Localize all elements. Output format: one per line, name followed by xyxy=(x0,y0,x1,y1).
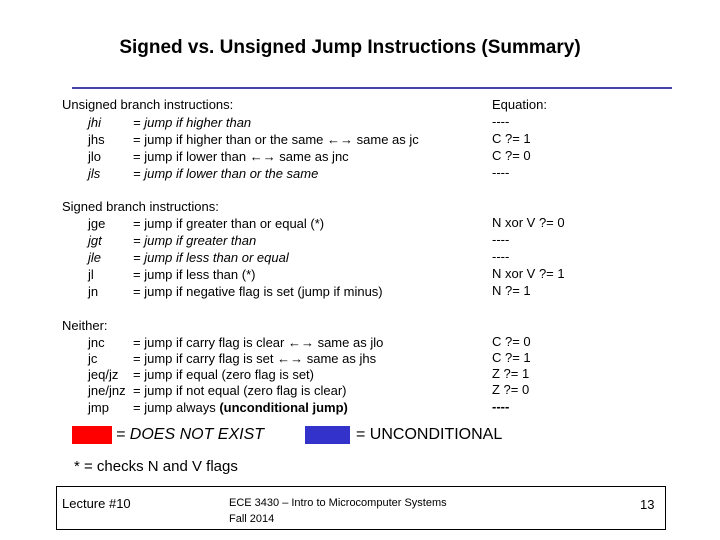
neither-header: Neither: xyxy=(62,318,108,333)
instruction-desc-bold: (unconditional jump) xyxy=(219,400,348,415)
legend-red-swatch xyxy=(72,426,112,444)
slide-title: Signed vs. Unsigned Jump Instructions (Summary) xyxy=(119,37,581,58)
instruction-desc xyxy=(133,399,348,416)
equation-jls: ---- xyxy=(492,165,510,180)
instruction-code: jls xyxy=(88,166,101,181)
equation-jmp: ---- xyxy=(492,399,510,414)
equation-jhi: ---- xyxy=(492,114,510,129)
equation-jne: Z ?= 0 xyxy=(492,382,530,397)
instruction-code: jge xyxy=(88,216,106,231)
instruction-desc: = jump if equal (zero flag is set) xyxy=(133,367,314,382)
equation-jle: ---- xyxy=(492,249,510,264)
legend-blue-swatch xyxy=(305,426,350,444)
instruction-desc: = jump if higher than xyxy=(133,115,252,130)
instruction-code: jnc xyxy=(88,335,105,350)
instruction-desc: = jump if carry flag is set ←→ same as jhs xyxy=(133,351,377,366)
footer-course xyxy=(229,495,447,527)
footer-lecture: Lecture #10 xyxy=(62,496,131,511)
instruction-desc: = jump if greater than xyxy=(133,233,257,248)
instruction-code: jn xyxy=(88,284,99,299)
footnote: * = checks N and V flags xyxy=(74,458,238,475)
equation-jge: N xor V ?= 0 xyxy=(492,215,565,230)
instruction-code: jmp xyxy=(88,400,109,415)
instruction-code: jlo xyxy=(88,149,102,164)
signed-header: Signed branch instructions: xyxy=(62,199,219,214)
instruction-desc: = jump if less than or equal xyxy=(133,250,289,265)
equation-jc: C ?= 1 xyxy=(492,350,531,365)
equation-jgt: ---- xyxy=(492,232,510,247)
equation-jl: N xor V ?= 1 xyxy=(492,266,565,281)
instruction-desc: = jump if carry flag is clear ←→ same as jlo xyxy=(133,335,384,350)
page-number: 13 xyxy=(640,497,655,512)
instruction-code: jc xyxy=(88,351,98,366)
instruction-desc: = jump if negative flag is set (jump if minus) xyxy=(133,284,383,299)
instruction-desc: = jump if greater than or equal (*) xyxy=(133,216,325,231)
equation-jhs: C ?= 1 xyxy=(492,131,531,146)
footer-course-title: ECE 3430 – Intro to Microcomputer Systems xyxy=(229,497,447,509)
instruction-code: jeq/jz xyxy=(88,367,119,382)
instruction-code: jhi xyxy=(88,115,102,130)
equation-jn: N ?= 1 xyxy=(492,283,531,298)
instruction-code: jl xyxy=(88,267,94,282)
instruction-code: jgt xyxy=(88,233,102,248)
title-divider xyxy=(72,87,672,89)
instruction-code: jhs xyxy=(88,132,105,147)
legend-unconditional-label: = UNCONDITIONAL xyxy=(356,426,503,443)
instruction-desc: = jump if less than (*) xyxy=(133,267,256,282)
unsigned-header: Unsigned branch instructions: xyxy=(62,97,234,112)
footer-term: Fall 2014 xyxy=(229,513,275,525)
instruction-desc: = jump if lower than ←→ same as jnc xyxy=(133,149,349,164)
instruction-code: jle xyxy=(88,250,102,265)
instruction-desc: = jump if not equal (zero flag is clear) xyxy=(133,383,347,398)
equation-jlo: C ?= 0 xyxy=(492,148,531,163)
equation-jeq: Z ?= 1 xyxy=(492,366,530,381)
equation-header: Equation: xyxy=(492,97,547,112)
instruction-desc: = jump if lower than or the same xyxy=(133,166,319,181)
instruction-desc-text: = jump always xyxy=(133,400,220,415)
equation-jnc: C ?= 0 xyxy=(492,334,531,349)
legend-not-exist-label: = DOES NOT EXIST xyxy=(116,426,265,443)
instruction-code: jne/jnz xyxy=(88,383,126,398)
instruction-desc: = jump if higher than or the same ←→ same as jc xyxy=(133,132,419,147)
